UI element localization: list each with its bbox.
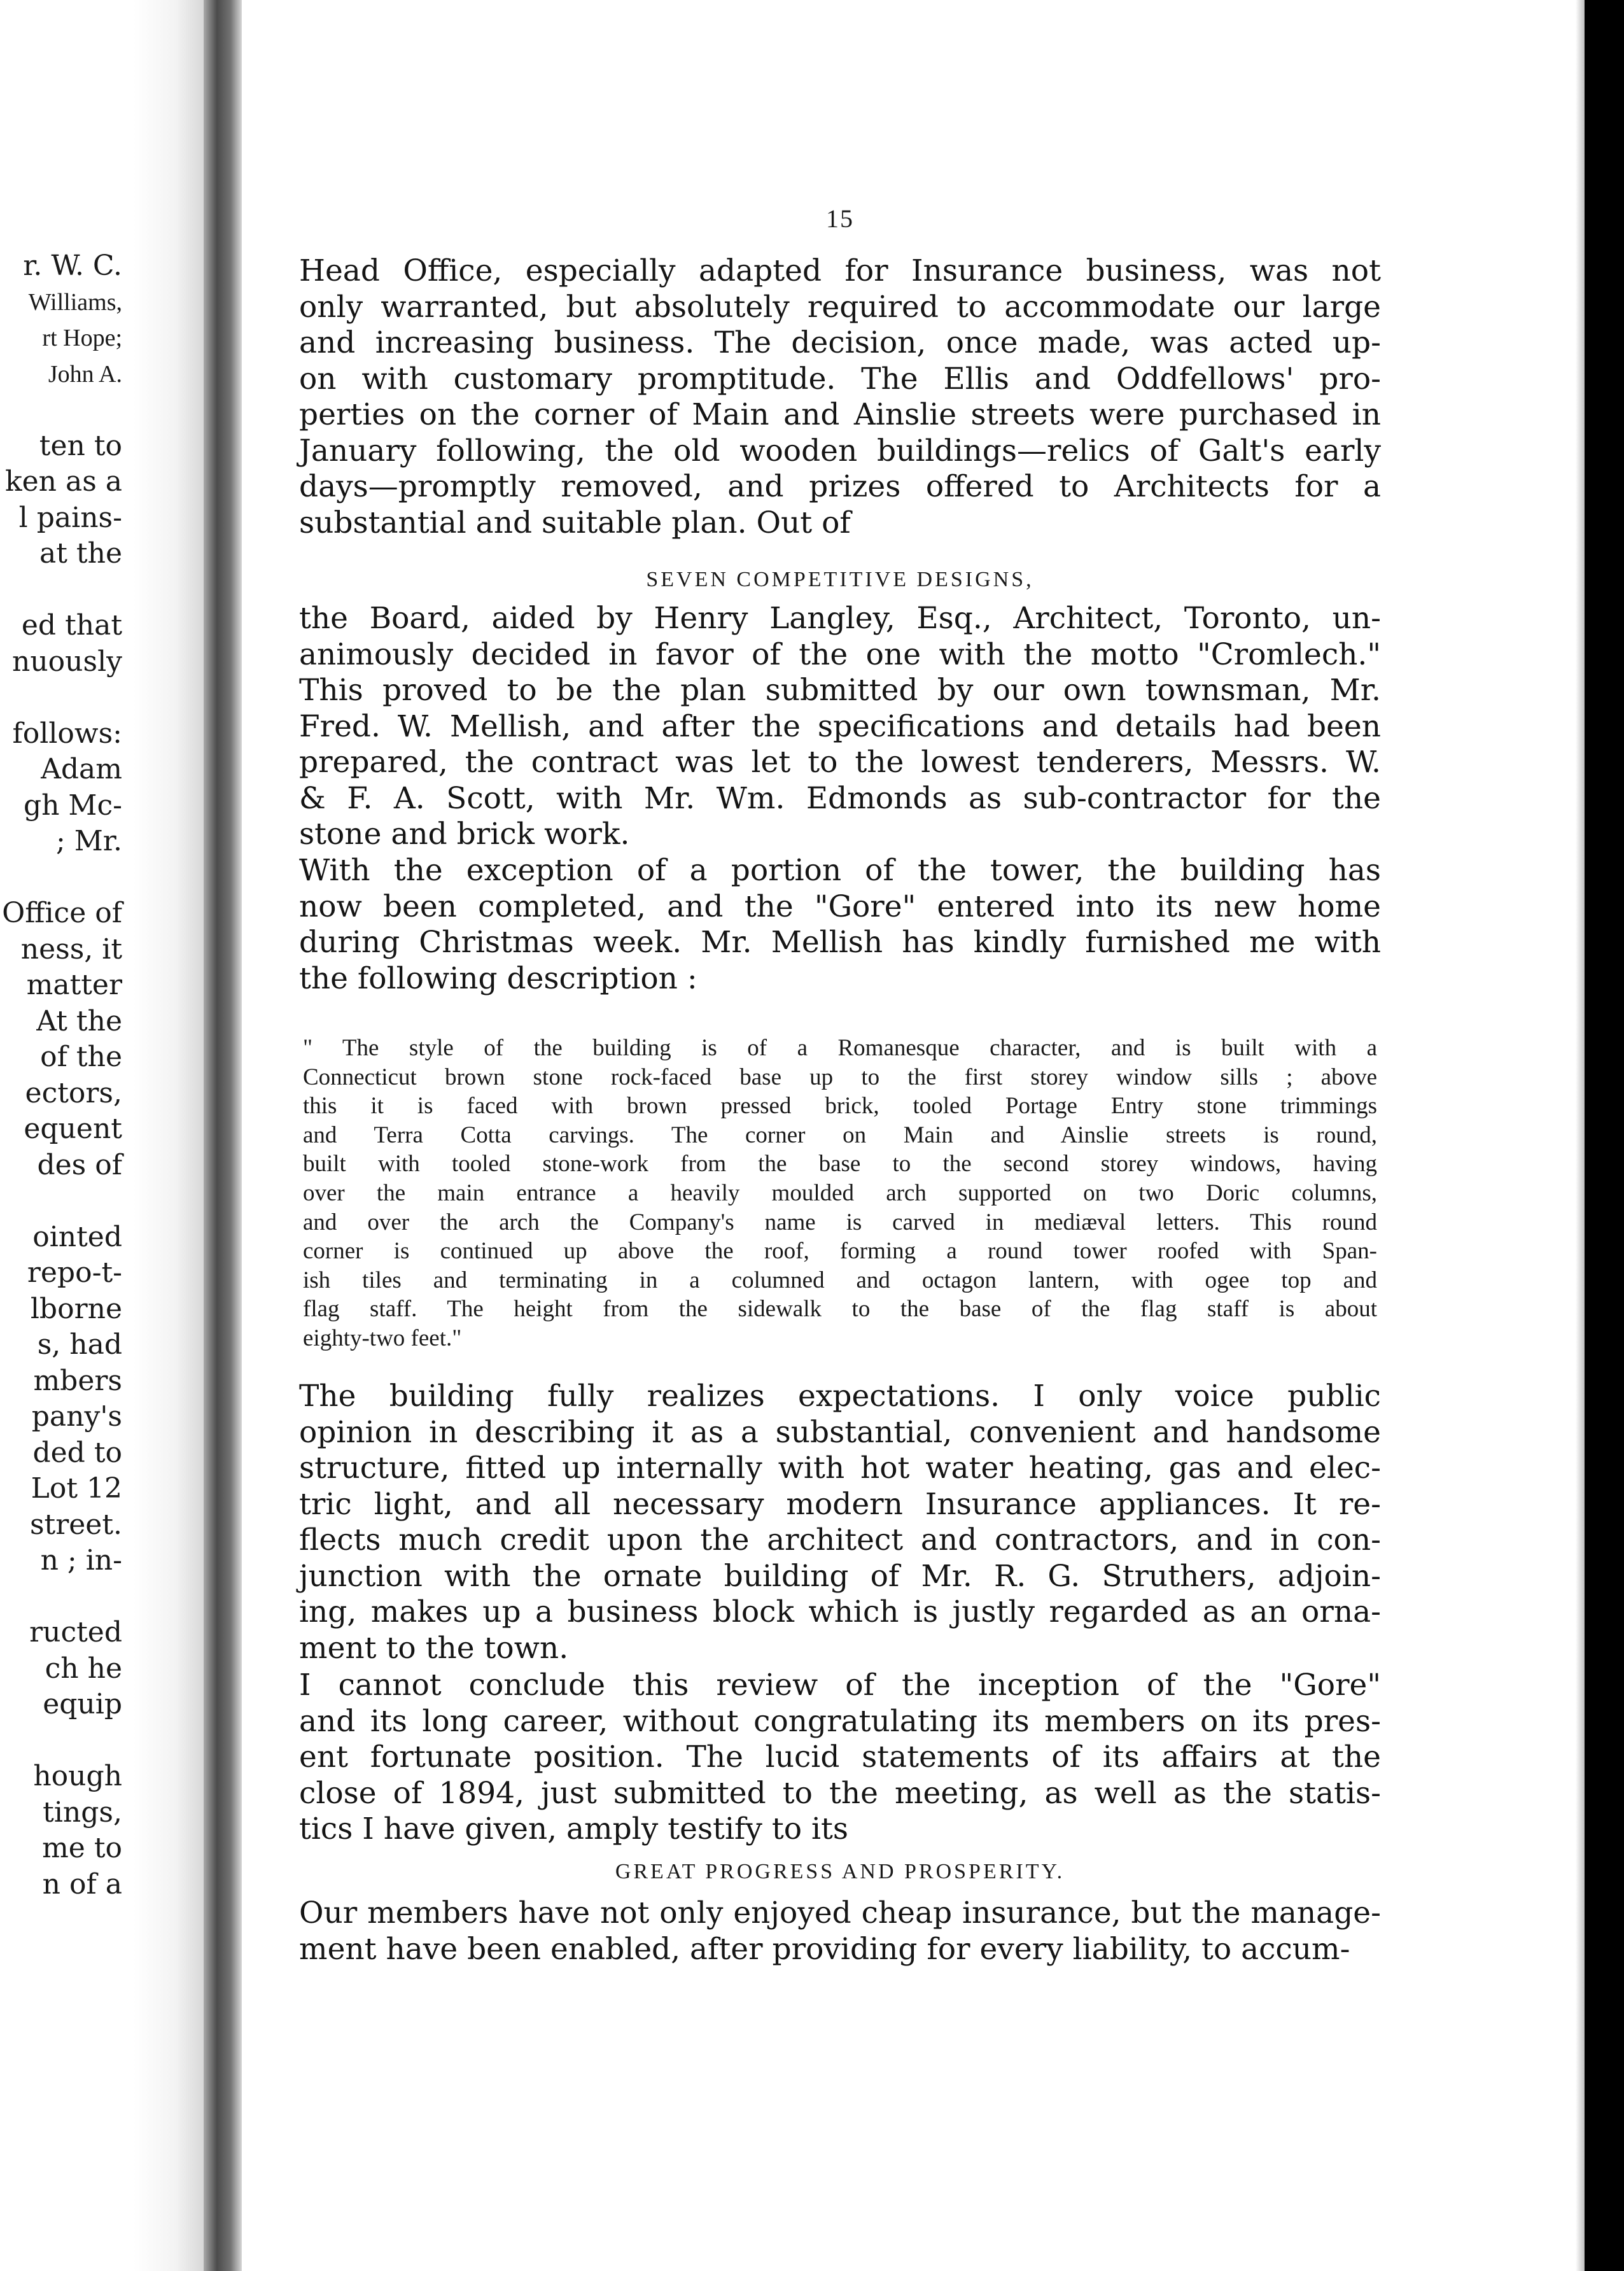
heading-great-progress: GREAT PROGRESS AND PROSPERITY.: [615, 1860, 1065, 1883]
left-page-fragment-line: [2, 860, 122, 896]
paragraph-conclusion-line: close of 1894, just submitted to the meeting, as well as the statis-: [299, 1775, 1381, 1811]
left-page-fragment-line: mbers: [33, 1364, 122, 1397]
paragraph-head-office-line: substantial and suitable plan. Out of: [299, 505, 851, 540]
paragraph-building-completed-line: the following description :: [299, 960, 697, 996]
paragraph-head-office-line: perties on the corner of Main and Ainslie streets were purchased in: [299, 397, 1381, 432]
quoted-description-line: flag staff. The height from the sidewalk to the base of the flag staff is about: [303, 1296, 1377, 1323]
paragraph-board-decision: [299, 601, 1381, 853]
left-page-fragment-line: At the: [36, 1004, 122, 1037]
left-page-fragment-line: ten to: [39, 429, 122, 462]
paragraph-conclusion: [299, 1668, 1381, 1848]
left-page-fragment-line: ectors,: [25, 1076, 122, 1109]
left-page-fragment-line: des of: [37, 1148, 122, 1181]
left-page-fragment-line: hough: [33, 1760, 122, 1792]
paragraph-board-decision-line: prepared, the contract was let to the lowest tenderers, Messrs. W.: [299, 745, 1381, 780]
left-page-fragment-line: me to: [42, 1832, 122, 1864]
left-page-fragment-line: ken as a: [4, 465, 122, 498]
binding-gutter: [204, 0, 242, 2271]
paragraph-building-completed: [299, 853, 1381, 997]
paragraph-head-office-line: and increasing business. The decision, once made, was acted up-: [299, 325, 1381, 360]
left-page-fragment: [0, 0, 134, 2271]
heading-seven-competitive-designs: SEVEN COMPETITIVE DESIGNS,: [646, 568, 1034, 591]
left-page-fragment-line: Lot 12: [31, 1472, 122, 1505]
quoted-description-line: this it is faced with brown pressed brick, tooled Portage Entry stone trimmings: [303, 1093, 1377, 1120]
paragraph-head-office-line: January following, the old wooden buildings—relics of Galt's early: [299, 433, 1381, 468]
left-page-fragment-line: [2, 680, 122, 716]
page-number: 15: [826, 204, 854, 233]
left-page-fragment-line: matter: [26, 969, 122, 1001]
left-page-fragment-line: equip: [43, 1688, 122, 1720]
left-page-fragment-line: gh Mc-: [23, 789, 122, 822]
paragraph-conclusion-line: and its long career, without congratulating its members on its pres-: [299, 1703, 1381, 1739]
left-page-fragment-line: tings,: [43, 1796, 122, 1829]
paragraph-building-realizes-expectations-line: opinion in describing it as a substantial, convenient and handsome: [299, 1414, 1381, 1450]
left-page-fragment-line: ded to: [32, 1436, 122, 1469]
left-page-fragment-line: follows:: [12, 717, 122, 750]
paragraph-building-completed-line: during Christmas week. Mr. Mellish has kindly furnished me with: [299, 925, 1381, 960]
left-page-fragment-line: l pains-: [18, 501, 122, 534]
quoted-description-line: eighty-two feet.": [303, 1325, 462, 1351]
left-page-fragment-line: [2, 572, 122, 608]
paragraph-board-decision-line: This proved to be the plan submitted by our own townsman, Mr.: [299, 673, 1381, 708]
quoted-description-line: ish tiles and terminating in a columned and octagon lantern, with ogee top and: [303, 1267, 1377, 1293]
paragraph-building-realizes-expectations-line: ing, makes up a business block which is justly regarded as an orna-: [299, 1594, 1381, 1629]
quoted-description-line: and over the arch the Company's name is carved in mediæval letters. This round: [303, 1209, 1377, 1235]
paragraph-building-realizes-expectations-line: tric light, and all necessary modern Insurance appliances. It re-: [299, 1486, 1381, 1522]
paragraph-building-realizes-expectations-line: structure, fitted up internally with hot water heating, gas and elec-: [299, 1451, 1381, 1486]
paragraph-board-decision-line: & F. A. Scott, with Mr. Wm. Edmonds as sub-contractor for the: [299, 780, 1381, 816]
left-page-fragment-line: ructed: [29, 1616, 122, 1649]
left-page-text-fragments: [2, 248, 122, 1902]
paragraph-members-cheap-insurance-line: Our members have not only enjoyed cheap insurance, but the manage-: [299, 1895, 1381, 1930]
paragraph-building-realizes-expectations-line: flects much credit upon the architect and contractors, and in con-: [299, 1522, 1381, 1557]
paragraph-head-office-line: Head Office, especially adapted for Insurance business, was not: [299, 253, 1381, 288]
quoted-description-line: " The style of the building is of a Romanesque character, and is built with a: [303, 1035, 1377, 1061]
left-page-fragment-line: repo-t-: [27, 1256, 122, 1289]
left-page-fragment-line: pany's: [31, 1400, 122, 1433]
paragraph-board-decision-line: stone and brick work.: [299, 817, 630, 852]
left-page-fragment-line: equent: [24, 1113, 122, 1145]
quoted-description-line: and Terra Cotta carvings. The corner on Main and Ainslie streets is round,: [303, 1121, 1377, 1148]
left-page-fragment-line: of the: [40, 1041, 122, 1073]
left-page-fragment-line: street.: [29, 1508, 122, 1541]
paragraph-board-decision-line: animously decided in favor of the one with the motto "Cromlech.": [299, 636, 1381, 672]
left-page-fragment-line: [2, 1579, 122, 1615]
paragraph-building-realizes-expectations-line: ment to the town.: [299, 1630, 569, 1666]
paragraph-conclusion-line: ent fortunate position. The lucid statements of its affairs at the: [299, 1740, 1381, 1775]
paragraph-head-office-line: on with customary promptitude. The Ellis and Oddfellows' pro-: [299, 361, 1381, 397]
left-page-fragment-line: s, had: [37, 1328, 122, 1361]
paragraph-building-completed-line: With the exception of a portion of the tower, the building has: [299, 853, 1381, 888]
paragraph-building-realizes-expectations-line: The building fully realizes expectations. I only voice public: [299, 1379, 1381, 1414]
left-page-fragment-line: Williams,: [28, 288, 122, 316]
left-page-fragment-line: [2, 1723, 122, 1759]
left-page-fragment-line: at the: [39, 537, 122, 570]
gutter-edge: [134, 0, 204, 2271]
paragraph-building-realizes-expectations-line: junction with the ornate building of Mr. R. G. Struthers, adjoin-: [299, 1558, 1381, 1594]
quoted-description-line: over the main entrance a heavily moulded arch supported on two Doric columns,: [303, 1179, 1377, 1206]
paragraph-conclusion-line: tics I have given, amply testify to its: [299, 1811, 849, 1846]
left-page-fragment-line: ed that: [21, 609, 122, 642]
left-page-fragment-line: ; Mr.: [55, 825, 122, 857]
page-edge-shadow: [1576, 0, 1585, 2271]
quoted-description-line: Connecticut brown stone rock-faced base up to the first storey window sills ; above: [303, 1064, 1377, 1090]
scan-border: [1585, 0, 1624, 2271]
paragraph-conclusion-line: I cannot conclude this review of the inception of the "Gore": [299, 1668, 1381, 1703]
left-page-fragment-line: r. W. C.: [23, 250, 122, 282]
paragraph-board-decision-line: Fred. W. Mellish, and after the specifications and details had been: [299, 708, 1381, 744]
paragraph-building-realizes-expectations: [299, 1379, 1381, 1666]
left-page-fragment-line: ointed: [32, 1220, 122, 1253]
left-page-fragment-line: ch he: [45, 1652, 122, 1685]
quoted-description-line: corner is continued up above the roof, forming a round tower roofed with Span-: [303, 1238, 1377, 1265]
quoted-description-line: built with tooled stone-work from the base to the second storey windows, having: [303, 1151, 1377, 1178]
paragraph-head-office-line: only warranted, but absolutely required to accommodate our large: [299, 289, 1381, 325]
left-page-fragment-line: lborne: [30, 1292, 122, 1325]
quoted-building-description: [303, 1034, 1377, 1353]
left-page-fragment-line: nuously: [11, 645, 122, 678]
left-page-fragment-line: rt Hope;: [42, 325, 122, 351]
paragraph-building-completed-line: now been completed, and the "Gore" entered into its new home: [299, 889, 1381, 924]
paragraph-members-cheap-insurance-line: ment have been enabled, after providing for every liability, to accum-: [299, 1931, 1350, 1967]
left-page-fragment-line: [2, 1183, 122, 1220]
paragraph-head-office-line: days—promptly removed, and prizes offered to Architects for a: [299, 469, 1381, 504]
paragraph-head-office: [299, 253, 1381, 541]
left-page-fragment-line: n of a: [42, 1867, 122, 1901]
left-page-fragment-line: ness, it: [20, 932, 122, 966]
left-page-fragment-line: John A.: [48, 360, 122, 388]
paragraph-members-cheap-insurance: [299, 1895, 1381, 1967]
left-page-fragment-line: Office of: [2, 897, 122, 929]
left-page-fragment-line: Adam: [41, 753, 122, 785]
paragraph-board-decision-line: the Board, aided by Henry Langley, Esq., Architect, Toronto, un-: [299, 601, 1381, 636]
left-page-fragment-line: [2, 392, 122, 428]
left-page-fragment-line: n ; in-: [40, 1544, 122, 1577]
